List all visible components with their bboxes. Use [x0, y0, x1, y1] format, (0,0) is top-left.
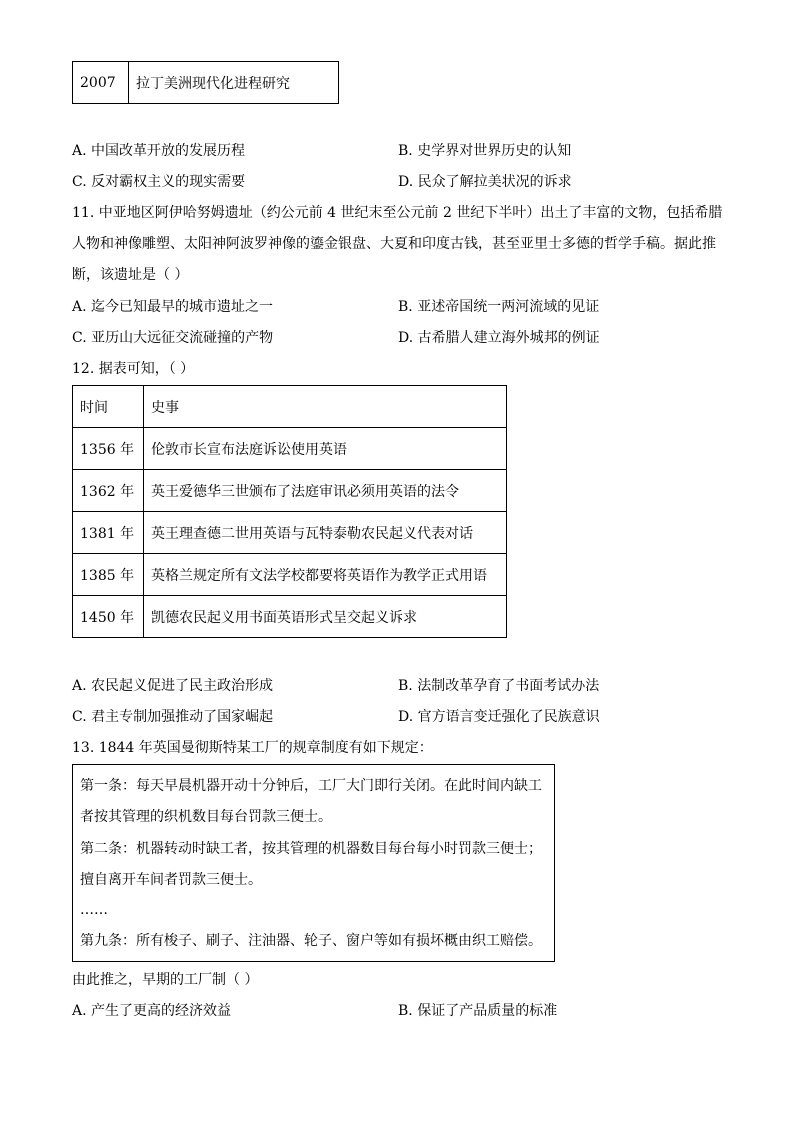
table-cell-event: 英王爱德华三世颁布了法庭审讯必须用英语的法令	[144, 470, 507, 512]
rules-ellipsis: ……	[80, 902, 108, 918]
top-table	[72, 61, 339, 104]
table-header-event: 史事	[144, 386, 507, 428]
table-header-time: 时间	[73, 386, 144, 428]
rules-line: 者按其管理的织机数目每台罚款三便士。	[80, 809, 332, 825]
table-row	[73, 554, 507, 596]
q11-option-b: B. 亚述帝国统一两河流域的见证	[398, 299, 600, 315]
table-cell-year: 1450 年	[73, 596, 144, 638]
q13-option-b: B. 保证了产品质量的标准	[398, 1003, 558, 1019]
rules-line: 擅自离开车间者罚款三便士。	[80, 872, 262, 888]
table-cell-year: 1385 年	[73, 554, 144, 596]
q12-option-b: B. 法制改革孕育了书面考试办法	[398, 678, 600, 694]
q10-option-b: B. 史学界对世界历史的认知	[398, 143, 572, 159]
table-cell-year: 1356 年	[73, 428, 144, 470]
rules-line: 第二条：机器转动时缺工者，按其管理的机器数目每台每小时罚款三便士；	[80, 841, 542, 857]
table-row	[73, 470, 507, 512]
q10-option-c: C. 反对霸权主义的现实需要	[72, 174, 246, 190]
table-row	[73, 596, 507, 638]
q13-option-a: A. 产生了更高的经济效益	[72, 1003, 232, 1019]
table-cell-event: 伦敦市长宣布法庭诉讼使用英语	[144, 428, 507, 470]
table-row	[73, 428, 507, 470]
q12-table	[72, 385, 507, 638]
q13-conclusion: 由此推之，早期的工厂制（ ）	[72, 972, 259, 988]
top-table-year: 2007	[73, 62, 129, 104]
q10-option-d: D. 民众了解拉美状况的诉求	[398, 174, 572, 190]
q11-stem-line-1: 11. 中亚地区阿伊哈努姆遗址（约公元前 4 世纪末至公元前 2 世纪下半叶）出土了丰富的文物，包括希腊	[72, 205, 723, 221]
q13-stem: 13. 1844 年英国曼彻斯特某工厂的规章制度有如下规定：	[72, 740, 433, 756]
q11-option-a: A. 迄今已知最早的城市遗址之一	[72, 299, 274, 315]
q11-option-c: C. 亚历山大远征交流碰撞的产物	[72, 330, 274, 346]
table-row	[73, 512, 507, 554]
top-table-title: 拉丁美洲现代化进程研究	[129, 62, 339, 104]
q11-stem-line-2: 人物和神像雕塑、太阳神阿波罗神像的鎏金银盘、大夏和印度古钱，甚至亚里士多德的哲学手稿。据此推	[72, 236, 716, 252]
rules-line: 第一条：每天早晨机器开动十分钟后，工厂大门即行关闭。在此时间内缺工	[80, 778, 542, 794]
q10-option-a: A. 中国改革开放的发展历程	[72, 143, 246, 159]
rules-line: 第九条：所有梭子、刷子、注油器、轮子、窗户等如有损坏概由织工赔偿。	[80, 933, 542, 949]
table-cell-year: 1381 年	[73, 512, 144, 554]
table-cell-event: 英王理查德二世用英语与瓦特泰勒农民起义代表对话	[144, 512, 507, 554]
table-cell-event: 英格兰规定所有文法学校都要将英语作为教学正式用语	[144, 554, 507, 596]
q11-stem-line-3: 断，该遗址是（ ）	[72, 267, 189, 283]
q11-option-d: D. 古希腊人建立海外城邦的例证	[398, 330, 600, 346]
q12-option-a: A. 农民起义促进了民主政治形成	[72, 678, 274, 694]
q12-option-c: C. 君主专制加强推动了国家崛起	[72, 709, 274, 725]
q12-stem: 12. 据表可知，（ ）	[72, 361, 195, 377]
q12-option-d: D. 官方语言变迁强化了民族意识	[398, 709, 600, 725]
q13-rules-box	[72, 764, 555, 962]
table-cell-year: 1362 年	[73, 470, 144, 512]
table-header-row	[73, 386, 507, 428]
table-cell-event: 凯德农民起义用书面英语形式呈交起义诉求	[144, 596, 507, 638]
